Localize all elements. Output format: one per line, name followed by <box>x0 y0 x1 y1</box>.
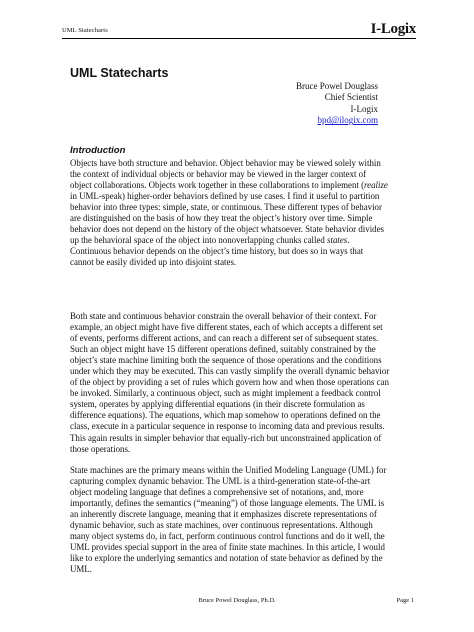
company-logo: I-Logix <box>370 21 416 37</box>
author-block <box>296 81 378 127</box>
paragraph-line: are distinguished on the basis of how they treat the object’s history over time. Simple <box>70 213 373 224</box>
paragraph-line: UML. <box>70 564 92 575</box>
paragraph-line: system, operates by applying differential equations (in their discrete formulation as <box>70 399 365 410</box>
paragraph-line: This again results in simpler behavior that equally-rich but unconstrained application of <box>70 432 382 443</box>
paragraph-1 <box>70 158 410 268</box>
paragraph-line: UML provides special support in the area of finite state machines. In this article, I would <box>70 542 385 553</box>
paragraph-line: under which they may be executed. This can vastly simplify the overall dynamic behavior <box>70 366 390 377</box>
paragraph-line: object collaborations. Objects work together in these collaborations to implement (realize <box>70 180 388 191</box>
author-name: Bruce Powel Douglass <box>296 81 378 91</box>
paragraph-line: capturing complex dynamic behavior. The UML is a third-generation state-of-the-art <box>70 476 371 487</box>
paragraph-line: in UML-speak) higher-order behaviors defined by use cases. I find it useful to partition <box>70 191 380 202</box>
paragraph-line: of the object by providing a set of rules which govern how and when those operations can <box>70 377 389 388</box>
paragraph-line: dynamic behavior, such as state machines, over continuous representations. Although <box>70 520 373 531</box>
document-title: UML Statecharts <box>70 66 169 80</box>
page-number: Page 1 <box>396 597 414 604</box>
author-company: I-Logix <box>350 103 378 114</box>
paragraph-line: behavior into three types: simple, state, or continuous. These different types of behavior <box>70 202 382 213</box>
paragraph-line: of events, performs different actions, and can reach a different set of subsequent states. <box>70 333 379 344</box>
paragraph-line: difference equations). The equations, which map somehow to operations defined on the <box>70 410 381 421</box>
paragraph-line: cannot be easily divided up into disjoint states. <box>70 257 237 268</box>
paragraph-line: like to explore the underlying semantics and notation of state behavior as defined by the <box>70 553 383 564</box>
paragraph-line: an inherently discrete language, meaning that it emphasizes discrete representations of <box>70 509 377 520</box>
paragraph-line: Objects have both structure and behavior. Object behavior may be viewed solely within <box>70 158 381 168</box>
paragraph-2 <box>70 311 410 455</box>
paragraph-line: State machines are the primary means within the Unified Modeling Language (UML) for <box>70 465 387 475</box>
paragraph-line: be invoked. Similarly, a continuous object, such as might implement a feedback control <box>70 388 381 399</box>
section-heading: Introduction <box>70 145 126 156</box>
paragraph-line: Continuous behavior depends on the object’s time history, but does so in ways that <box>70 246 364 257</box>
paragraph-line: the context of individual objects or behavior may be viewed in the larger context of <box>70 169 367 180</box>
paragraph-line: many object systems do, in fact, perform continuous control functions and do it well, the <box>70 531 385 542</box>
header-divider <box>62 38 416 39</box>
paragraph-line: example, an object might have five different states, each of which accepts a different set <box>70 322 383 333</box>
paragraph-line: those operations. <box>70 443 131 454</box>
paragraph-line: object’s state machine limiting both the sequence of those operations and the conditions <box>70 355 382 366</box>
paragraph-line: object modeling language that defines a comprehensive set of notations, and, more <box>70 487 364 498</box>
paragraph-3 <box>70 465 410 575</box>
paragraph-line: Such an object might have 15 different operations defined, suitably constrained by the <box>70 344 376 355</box>
author-role: Chief Scientist <box>324 92 378 103</box>
running-header-title: UML Statecharts <box>62 27 108 34</box>
footer-author: Bruce Powel Douglass, Ph.D. <box>198 597 276 604</box>
paragraph-line: class, execute in a particular sequence in response to incoming data and previous results. <box>70 421 385 432</box>
author-email-link[interactable]: bpd@ilogix.com <box>317 115 378 126</box>
paragraph-line: importantly, defines the semantics (“meaning”) of those language elements. The UML is <box>70 498 385 509</box>
paragraph-line: behavior does not depend on the history of the object whatsoever. State behavior divides <box>70 224 384 235</box>
paragraph-line: up the behavioral space of the object into nonoverlapping chunks called states. <box>70 235 350 246</box>
paragraph-line: Both state and continuous behavior constrain the overall behavior of their context. For <box>70 311 377 321</box>
